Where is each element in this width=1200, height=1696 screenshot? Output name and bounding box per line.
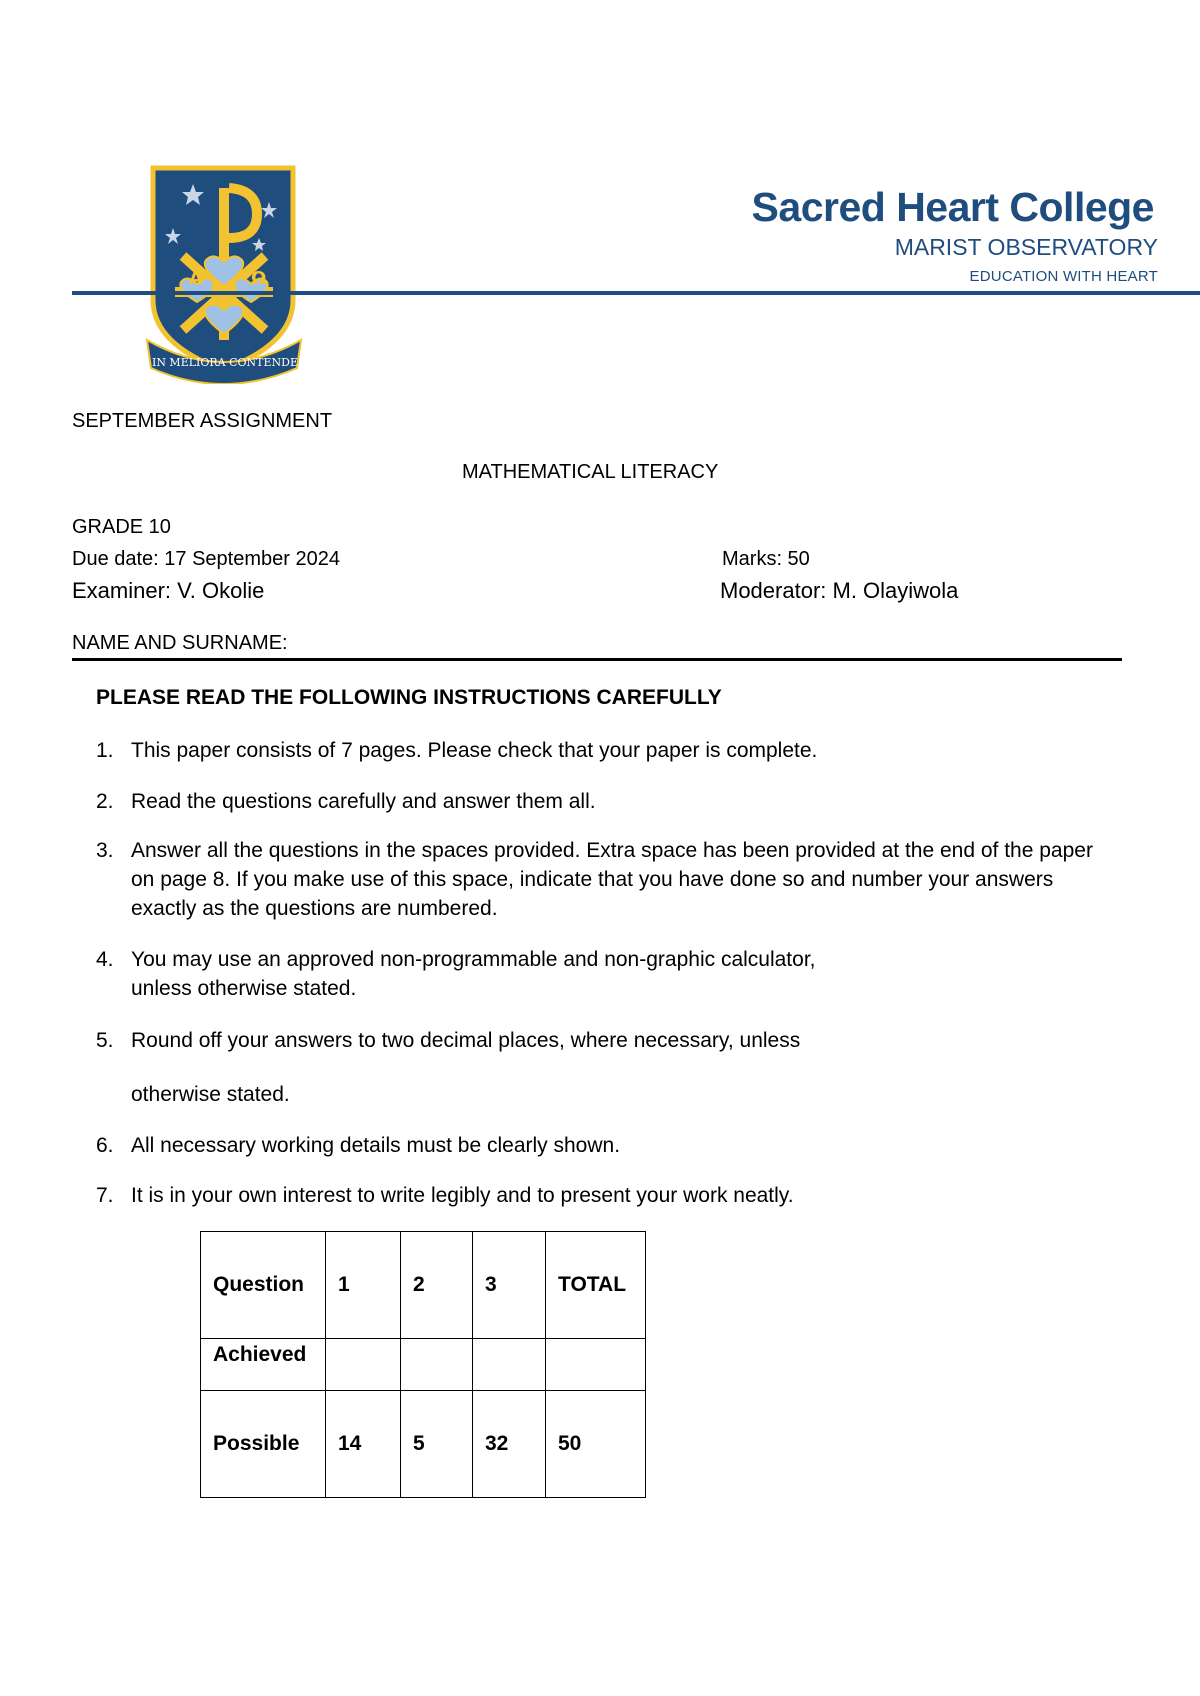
instruction-item: 5. Round off your answers to two decimal places, where necessary, unless [96,1029,801,1052]
table-cell: 14 [326,1391,401,1498]
total-marks: Marks: 50 [722,548,810,570]
college-crest-logo [145,162,305,384]
table-cell-input [401,1339,473,1391]
instructions-title: PLEASE READ THE FOLLOWING INSTRUCTIONS CAREFULLY [96,686,722,709]
table-cell: 3 [473,1232,546,1339]
grade-label: GRADE 10 [72,516,171,538]
table-cell: 2 [401,1232,473,1339]
table-row-achieved [201,1339,646,1391]
instruction-item: 2. Read the questions carefully and answer them all. [96,790,596,813]
table-row-question [201,1232,646,1339]
table-cell: 32 [473,1391,546,1498]
svg-text:IN MELIORA CONTENDE: IN MELIORA CONTENDE [151,356,299,369]
name-answer-line [72,658,1122,661]
svg-text:Ω: Ω [251,268,267,289]
table-cell: Possible [201,1391,326,1498]
instruction-item: 7. It is in your own interest to write legibly and to present your work neatly. [96,1184,794,1207]
instruction-item: 1. This paper consists of 7 pages. Please check that your paper is complete. [96,739,818,762]
marks-table [200,1231,646,1498]
table-cell-input [546,1339,646,1391]
table-cell-input [473,1339,546,1391]
table-cell: TOTAL [546,1232,646,1339]
college-subtitle: MARIST OBSERVATORY [894,234,1158,260]
due-date: Due date: 17 September 2024 [72,548,340,570]
moderator: Moderator: M. Olayiwola [720,578,959,603]
svg-text:A: A [189,268,203,289]
instruction-item: 4. You may use an approved non-programmable and non-graphic calculator, unless otherwise stated. [96,948,816,1000]
table-row-possible [201,1391,646,1498]
table-cell: Question [201,1232,326,1339]
examiner: Examiner: V. Okolie [72,578,265,603]
table-cell: 1 [326,1232,401,1339]
name-surname-label: NAME AND SURNAME: [72,632,288,654]
instruction-item: 6. All necessary working details must be clearly shown. [96,1134,621,1157]
college-name: Sacred Heart College [751,184,1154,230]
college-motto: EDUCATION WITH HEART [969,268,1158,285]
subject-title: MATHEMATICAL LITERACY [462,461,719,483]
header-divider [72,291,1200,295]
table-cell: 50 [546,1391,646,1498]
instruction-item-continued: otherwise stated. [131,1083,290,1106]
instruction-item: 3. Answer all the questions in the spaces provided. Extra space has been provided at the end of the paper on page 8. If you make use of this space, indicate that you have done so and number your answers exactly as the questions are numbered. [96,839,1093,920]
table-cell-input [326,1339,401,1391]
table-cell: 5 [401,1391,473,1498]
table-cell: Achieved [201,1339,326,1391]
assignment-title: SEPTEMBER ASSIGNMENT [72,410,333,432]
